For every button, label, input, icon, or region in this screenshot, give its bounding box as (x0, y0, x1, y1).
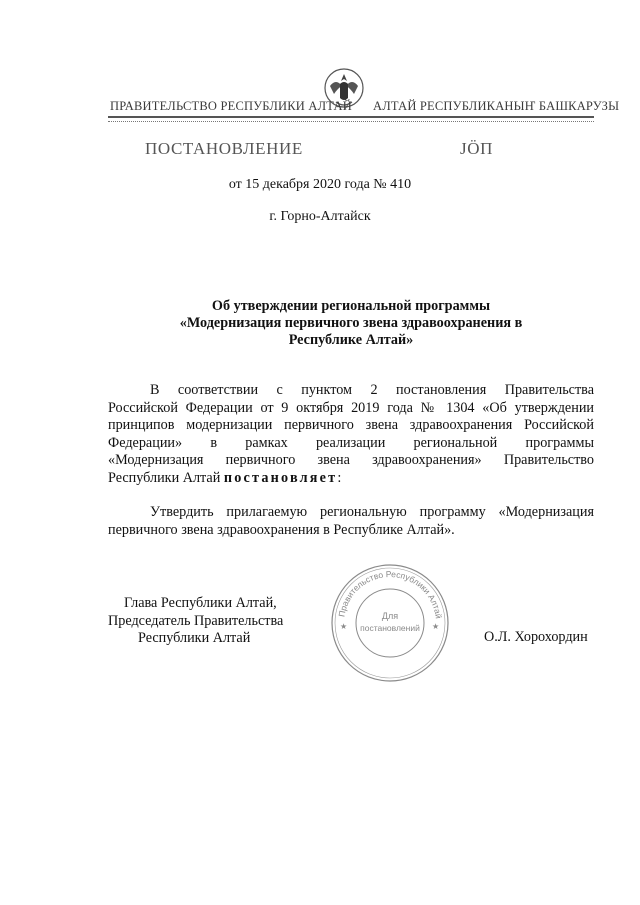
paragraph-line: Российской Федерации от 9 октября 2019 года № 1304 «Об утверждении (108, 399, 594, 416)
document-date-number: от 15 декабря 2020 года № 410 (228, 177, 412, 192)
header-left-title: ПРАВИТЕЛЬСТВО РЕСПУБЛИКИ АЛТАЙ (110, 99, 352, 113)
document-title (108, 298, 594, 349)
paragraph-line: Утвердить прилагаемую региональную программу «Модернизация (150, 504, 594, 520)
header-rule-dotted (108, 121, 594, 122)
signatory-title-line-3: Республики Алтай (138, 630, 251, 646)
paragraph-line: «Модернизация первичного звена здравоохранения» Правительство (108, 452, 594, 468)
signatory-title-line-1: Глава Республики Алтай, (124, 595, 277, 611)
paragraph-line: первичного звена здравоохранения в Республике Алтай». (108, 521, 455, 538)
signatory-name: О.Л. Хорохордин (484, 629, 588, 645)
stamp-center-line-2: постановлений (360, 623, 420, 633)
document-city: г. Горно-Алтайск (269, 209, 371, 224)
paragraph-line: принципов модернизации первичного звена здравоохранения Российской (108, 417, 594, 433)
resolution-keyword: постановляет (223, 469, 338, 486)
title-line: Республике Алтай» (288, 332, 414, 348)
title-line: «Модернизация первичного звена здравоохранения в (179, 315, 523, 331)
stamp-ring-text: Правительство Республики Алтай (336, 568, 444, 620)
paragraph-line: Федерации» в рамках реализации региональной программы (108, 434, 594, 451)
paragraph-line: В соответствии с пунктом 2 постановления Правительства (150, 382, 594, 398)
document-type-ru: ПОСТАНОВЛЕНИЕ (145, 139, 303, 158)
paragraph-punctuation: : (337, 469, 342, 486)
document-type-alt: JӦП (460, 139, 493, 158)
stamp-star: ★ (340, 622, 348, 631)
official-stamp-icon (328, 561, 452, 685)
paragraph-text: Республики Алтай (108, 469, 224, 486)
header-right-title: АЛТАЙ РЕСПУБЛИКАНЫҤ БАШКАРУЗЫ (373, 99, 620, 113)
stamp-star: ★ (432, 622, 440, 631)
stamp-center-line-1: Для (381, 611, 399, 621)
signatory-title-line-2: Председатель Правительства (108, 613, 284, 629)
paragraph-line-final (108, 470, 594, 488)
body-paragraph-1 (108, 382, 594, 487)
header-rule (108, 116, 594, 118)
title-line: Об утверждении региональной программы (211, 298, 491, 314)
body-paragraph-2 (108, 504, 594, 539)
